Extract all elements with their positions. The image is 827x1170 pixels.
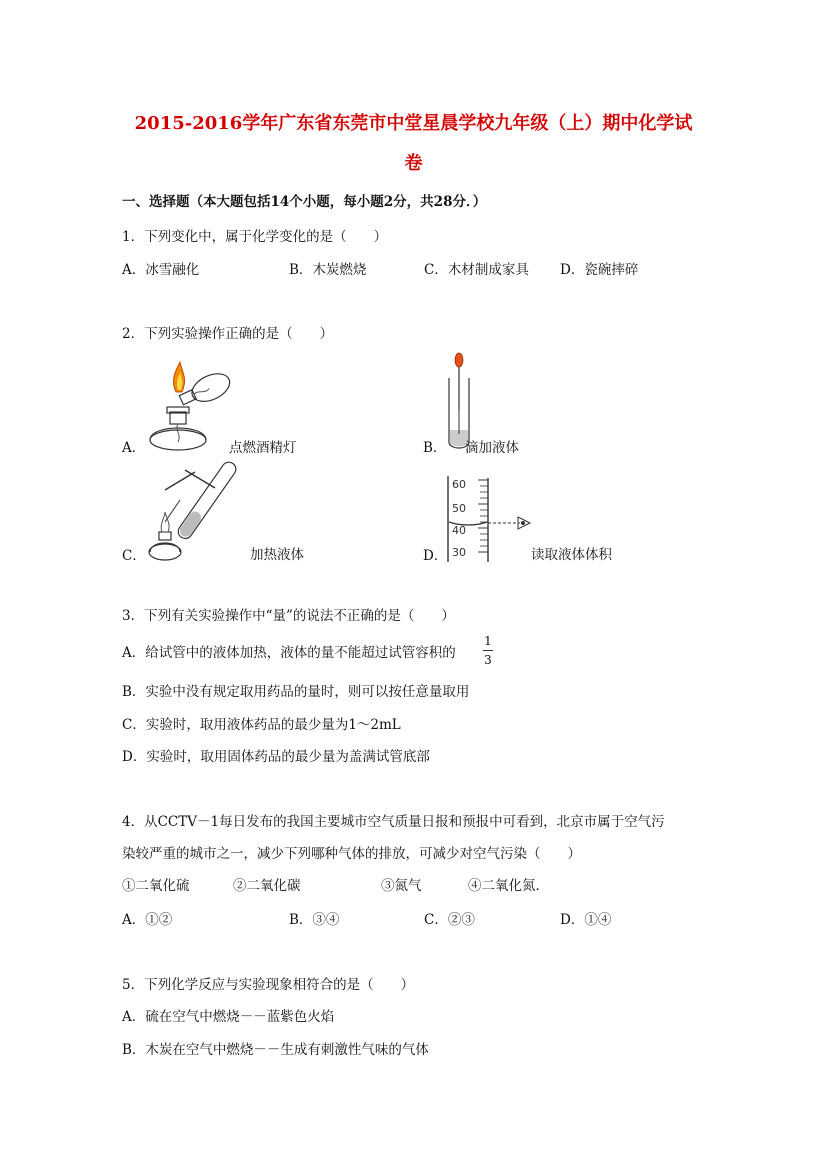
q2-option-b-letter: B．	[423, 440, 447, 456]
q2-option-c-caption: 加热液体	[250, 547, 304, 563]
q3-option-c: C．实验时，取用液体药品的最少量为1～2mL	[122, 717, 401, 733]
fraction-bar	[483, 650, 493, 651]
q4-item-4: ④二氧化氮．	[468, 878, 549, 894]
q1-option-a: A．冰雪融化	[122, 262, 200, 278]
q5-option-b: B．木炭在空气中燃烧－－生成有刺激性气味的气体	[122, 1042, 429, 1058]
q2-stem: 2．下列实验操作正确的是（ ）	[122, 326, 334, 342]
cylinder-tick-40: 40	[452, 524, 466, 537]
q5-stem: 5．下列化学反应与实验现象相符合的是（ ）	[122, 977, 415, 993]
q2-option-d-letter: D．	[423, 548, 448, 564]
cylinder-tick-30: 30	[452, 546, 466, 559]
q1-option-c: C．木材制成家具	[424, 262, 529, 278]
document-title-line1: 2015-2016学年广东省东莞市中堂星晨学校九年级（上）期中化学试	[134, 113, 693, 134]
q3-option-d: D．实验时，取用固体药品的最少量为盖满试管底部	[122, 749, 430, 765]
q4-item-1: ①二氧化硫	[122, 878, 190, 894]
q4-stem-line1: 4．从CCTV－1每日发布的我国主要城市空气质量日报和预报中可看到，北京市属于空气污	[122, 814, 665, 830]
fraction-numerator: 1	[484, 634, 492, 648]
q2-option-c-letter: C．	[122, 548, 146, 564]
q4-option-a: A．①②	[122, 912, 173, 928]
q2-option-a-caption: 点燃酒精灯	[229, 440, 297, 456]
q5-option-a: A．硫在空气中燃烧－－蓝紫色火焰	[122, 1009, 335, 1025]
q3-option-a: A．给试管中的液体加热，液体的量不能超过试管容积的	[122, 645, 456, 661]
q3-option-b: B．实验中没有规定取用药品的量时，则可以按任意量取用	[122, 684, 470, 700]
q1-stem: 1．下列变化中，属于化学变化的是（ ）	[122, 229, 388, 245]
graduated-cylinder-figure	[440, 474, 535, 564]
q4-item-2: ②二氧化碳	[233, 878, 301, 894]
document-title-line2: 卷	[404, 153, 423, 174]
q3-stem: 3．下列有关实验操作中“量”的说法不正确的是（ ）	[122, 608, 455, 624]
alcohol-lamp-lighting-figure	[140, 352, 240, 457]
q4-option-b: B．③④	[289, 912, 340, 928]
q2-option-d-caption: 读取液体体积	[531, 547, 612, 563]
q4-option-d: D．①④	[560, 912, 612, 928]
fraction-denominator: 3	[484, 653, 492, 667]
q4-item-3: ③氮气	[381, 878, 422, 894]
cylinder-tick-60: 60	[452, 478, 466, 491]
q2-option-a-letter: A．	[122, 440, 146, 456]
q2-option-b-caption: 滴加液体	[465, 440, 519, 456]
cylinder-tick-50: 50	[452, 502, 466, 515]
heating-liquid-figure	[145, 460, 250, 565]
q4-option-c: C．②③	[424, 912, 475, 928]
q1-option-b: B．木炭燃烧	[289, 262, 367, 278]
q4-stem-line2: 染较严重的城市之一，减少下列哪种气体的排放，可减少对空气污染（ ）	[122, 846, 581, 862]
q1-option-d: D．瓷碗摔碎	[560, 262, 639, 278]
section-heading: 一、选择题（本大题包括14个小题，每小题2分，共28分．）	[122, 194, 487, 210]
